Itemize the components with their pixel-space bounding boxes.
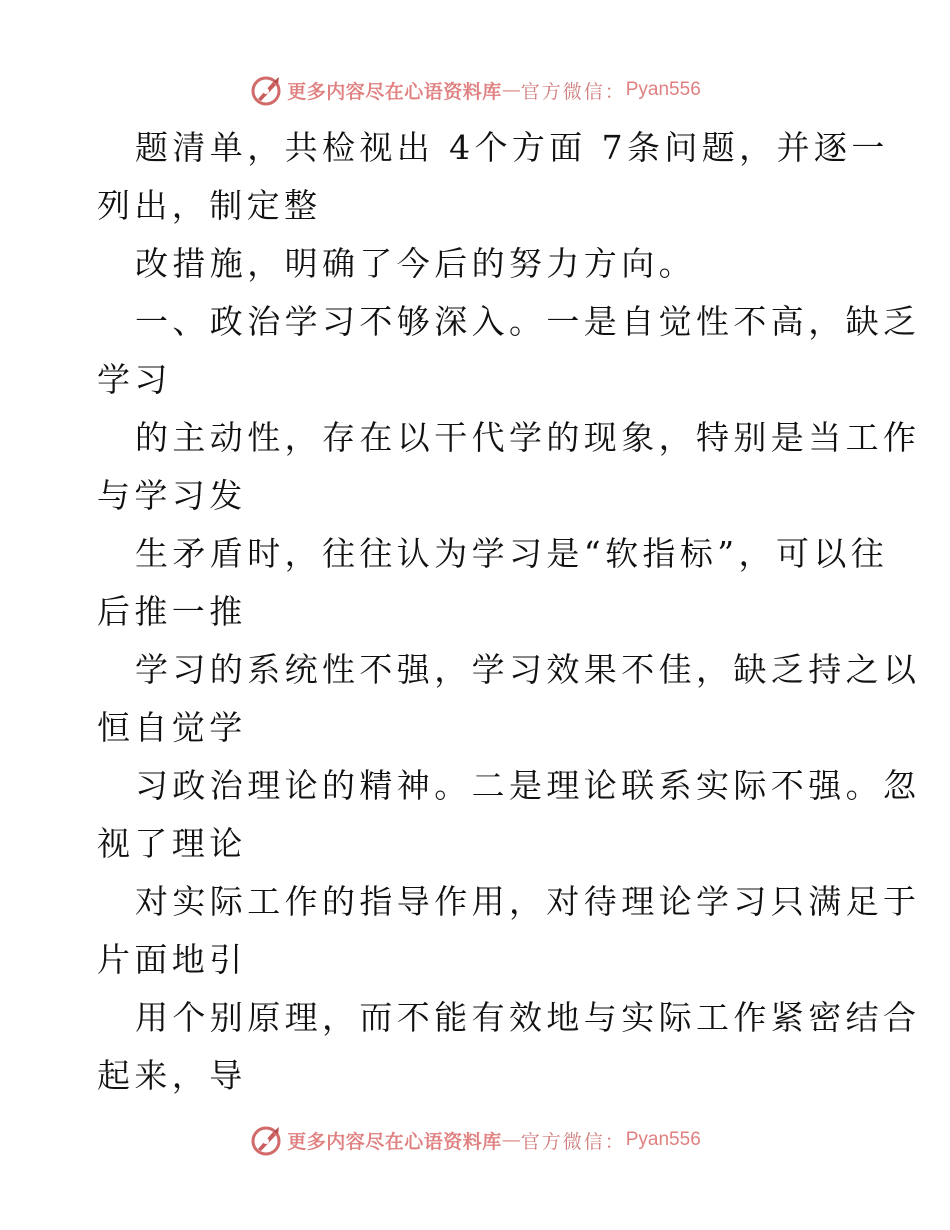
- footer-wechat-account: Pyan556: [625, 1129, 701, 1150]
- body-line: 视了理论: [97, 824, 247, 863]
- body-line: 一、政治学习不够深入。一是自觉性不高，缺乏: [135, 302, 921, 341]
- body-line: 习政治理论的精神。二是理论联系实际不强。忽: [135, 766, 921, 805]
- body-line: 列出，制定整: [97, 186, 322, 225]
- body-line: 学习: [97, 360, 172, 399]
- body-line: 用个别原理，而不能有效地与实际工作紧密结合: [135, 998, 921, 1037]
- footer-banner: [0, 1118, 950, 1162]
- quill-pen-logo-icon: [249, 1123, 283, 1157]
- footer-wechat-label: 官方微信：: [520, 1130, 626, 1153]
- header-wechat-label: 官方微信：: [520, 80, 626, 103]
- body-line: 对实际工作的指导作用，对待理论学习只满足于: [135, 882, 921, 921]
- header-wechat-account: Pyan556: [625, 79, 701, 100]
- body-line: 恒自觉学: [97, 708, 247, 747]
- body-line: 起来，导: [97, 1056, 247, 1095]
- header-banner-text: 更多内容尽在心语资料库: [287, 80, 502, 103]
- body-line: 与学习发: [97, 476, 247, 515]
- body-line: 的主动性，存在以干代学的现象，特别是当工作: [135, 418, 921, 457]
- body-line: 学习的系统性不强，学习效果不佳，缺乏持之以: [135, 650, 921, 689]
- header-banner: [0, 68, 950, 112]
- header-banner-separator: —: [501, 79, 521, 101]
- body-line: 片面地引: [97, 940, 247, 979]
- body-line: 生矛盾时，往往认为学习是“软指标”，可以往: [135, 534, 889, 573]
- body-line: 题清单，共检视出 4个方面 7条问题，并逐一: [135, 128, 889, 167]
- body-line: 改措施，明确了今后的努力方向。: [135, 244, 696, 283]
- body-line: 后推一推: [97, 592, 247, 631]
- footer-banner-text: 更多内容尽在心语资料库: [287, 1130, 502, 1153]
- footer-banner-separator: —: [501, 1129, 521, 1151]
- quill-pen-logo-icon: [249, 73, 283, 107]
